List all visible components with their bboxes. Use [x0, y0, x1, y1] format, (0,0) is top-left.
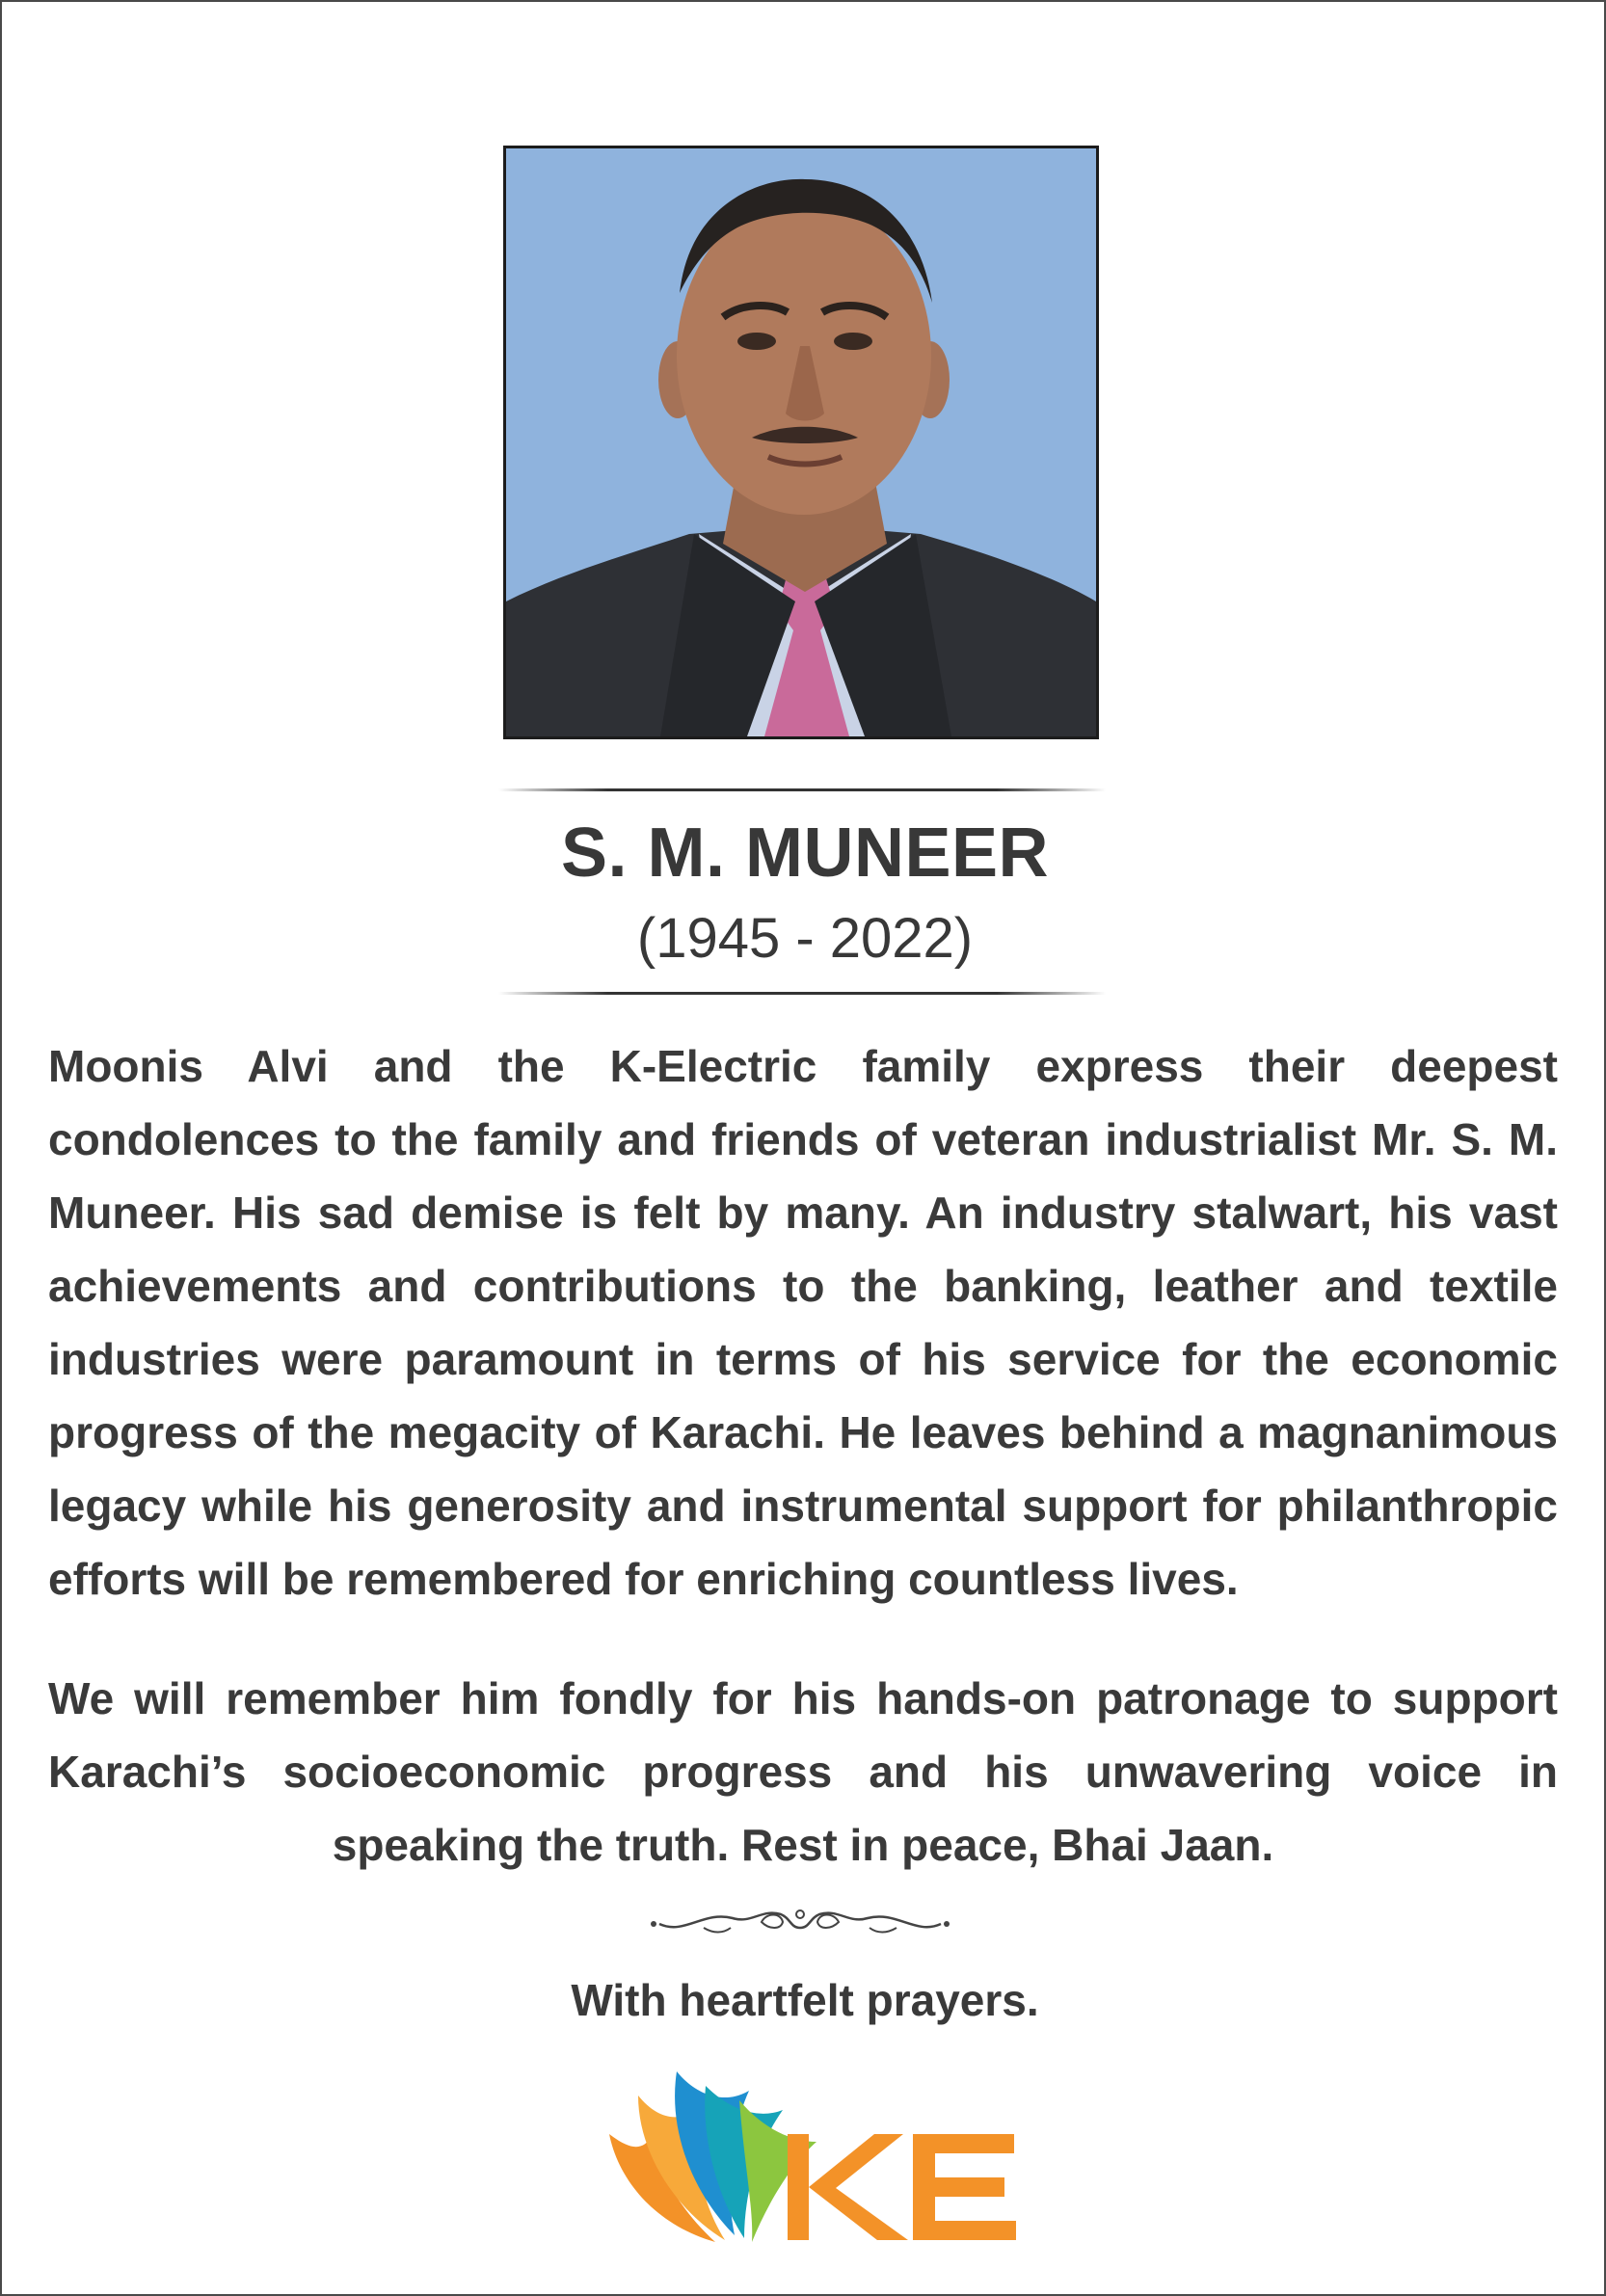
condolence-paragraph: Moonis Alvi and the K-Electric family express their deepest condolences to the family and friends of veteran industrialist Mr. S. M. Muneer. His sad demise is felt by many. An industry stalwart, his vast achievements and contributions to the banking, leather and textile industries were paramount in terms of his service for the economic progress of the megacity of Karachi. He leaves behind a magnanimous legacy while his generosity and instrumental support for philanthropic efforts will be remembered for enriching countless lives.	[48, 1041, 1558, 1604]
ornament-flourish-icon	[646, 1901, 954, 1939]
closing-line: With heartfelt prayers.	[571, 1975, 1039, 2025]
deceased-name: S. M. MUNEER	[560, 814, 1050, 892]
life-years: (1945 - 2022)	[636, 907, 974, 970]
portrait-photo	[503, 146, 1099, 739]
portrait-illustration	[506, 148, 1096, 736]
divider-bottom	[498, 992, 1106, 995]
divider-top	[498, 788, 1106, 791]
ke-logo	[600, 2067, 1024, 2250]
remembrance-paragraph: We will remember him fondly for his hands-on patronage to support Karachi’s socioeconomic progress and his unwavering voice in speaking the truth. Rest in peace, Bhai Jaan.	[48, 1673, 1558, 1870]
